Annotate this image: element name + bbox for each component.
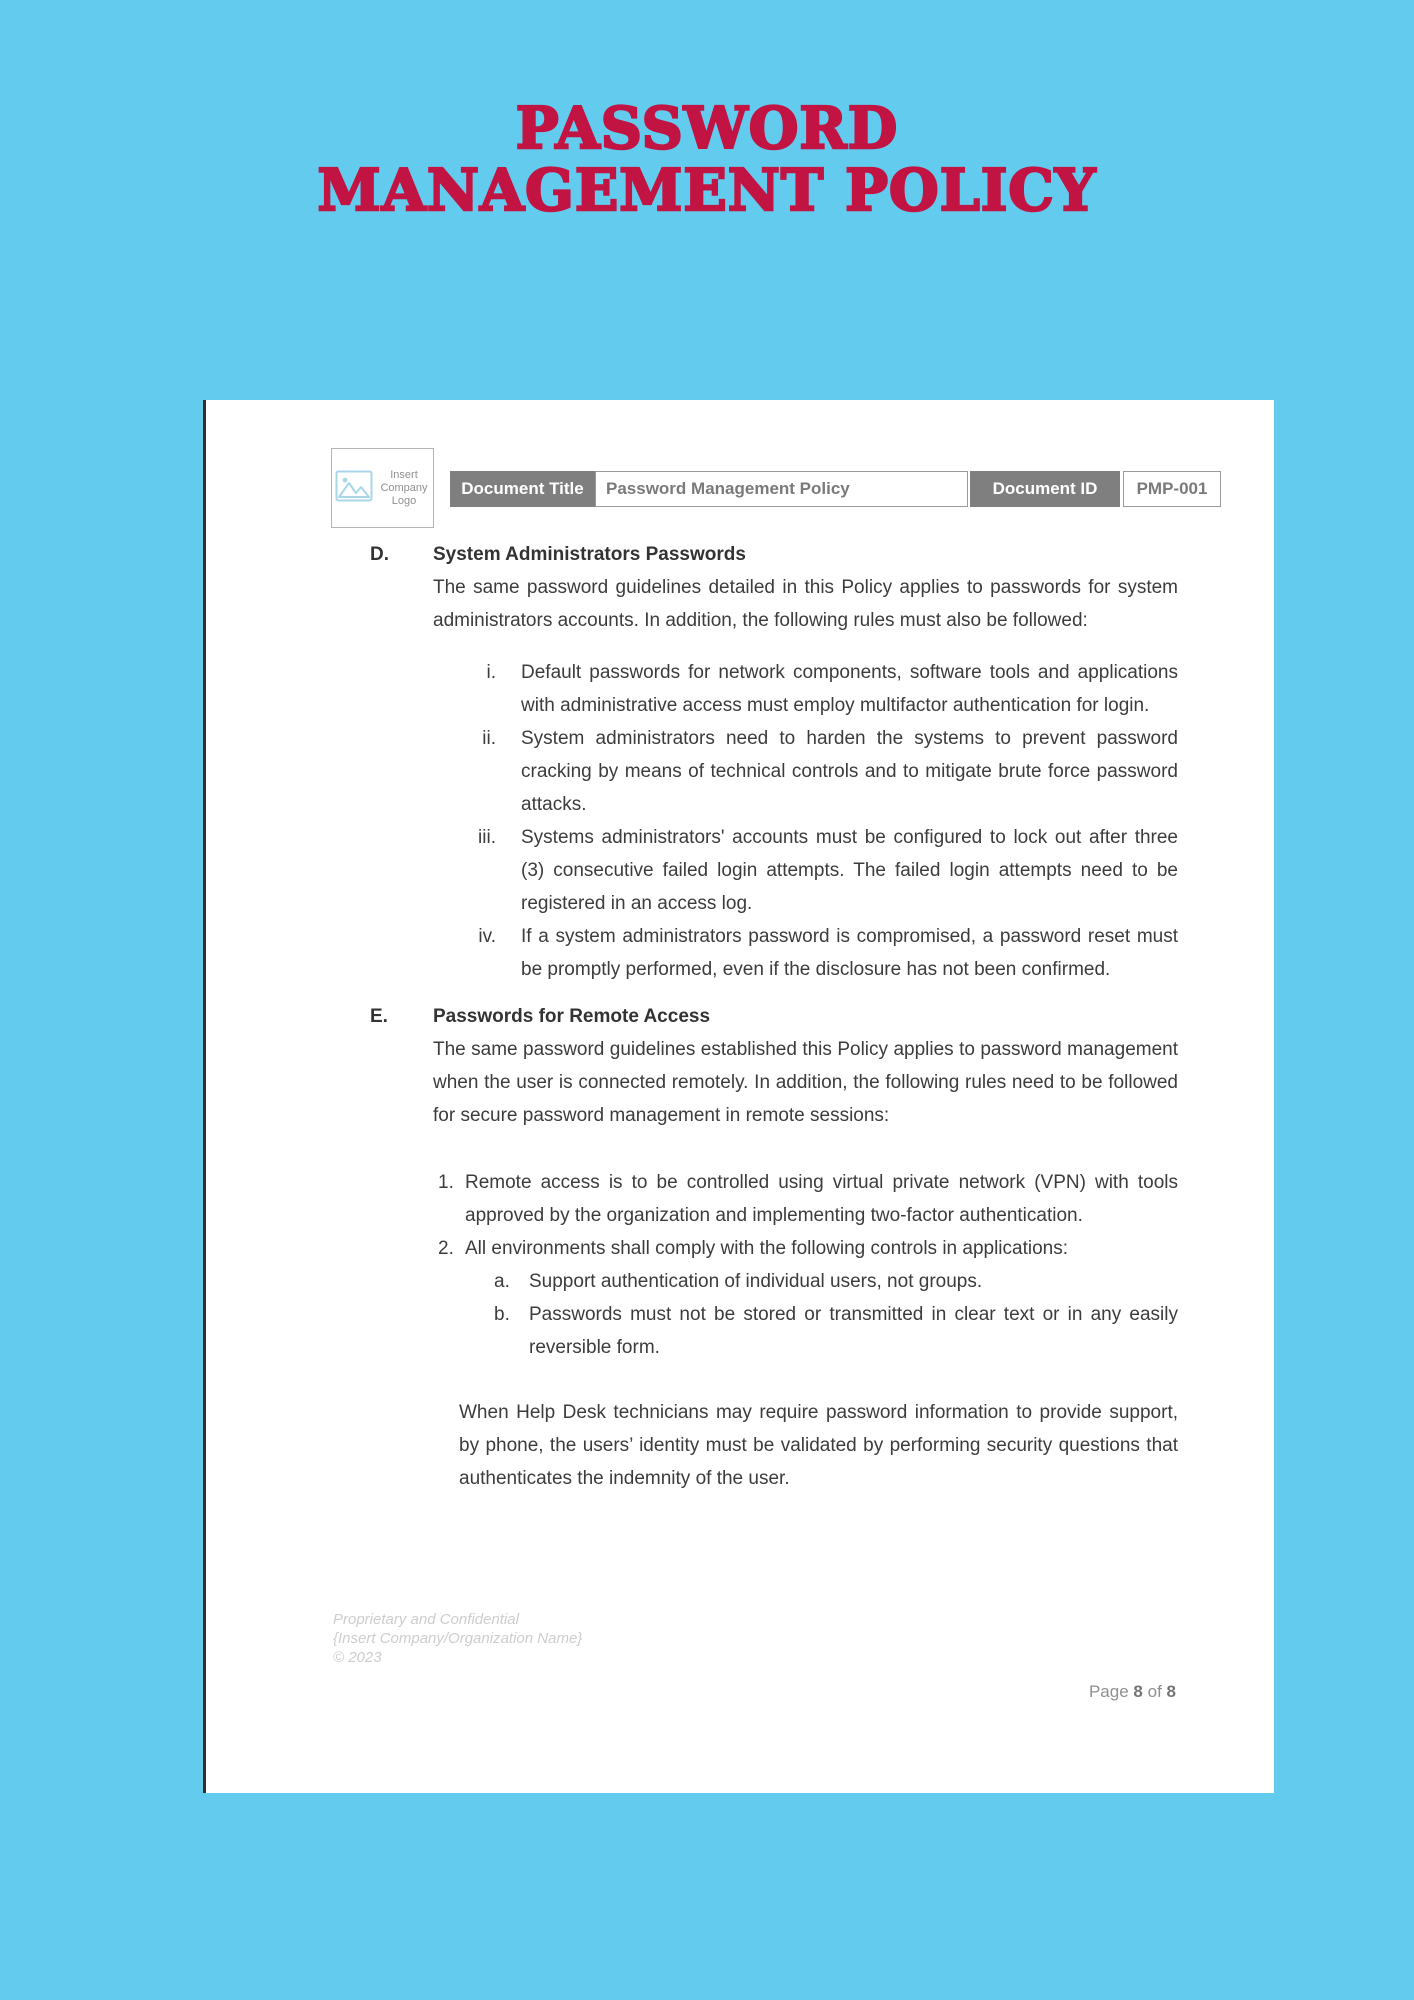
section-d-list	[206, 656, 1178, 986]
list-item-iii	[206, 821, 1178, 920]
list-marker-iv: iv.	[478, 926, 496, 947]
footer-company-placeholder: {Insert Company/Organization Name}	[333, 1630, 583, 1647]
page-number	[926, 1682, 1176, 1702]
section-d-title: System Administrators Passwords	[433, 544, 746, 565]
list-item-1-text: Remote access is to be controlled using virtual private network (VPN) with tools approved by the organization and implementing two-factor authentication.	[465, 1172, 1178, 1226]
section-e-body: The same password guidelines established this Policy applies to password management when the user is connected remotely. In addition, the following rules need to be followed for secure password management in remote sessions:	[433, 1039, 1178, 1126]
footer-copyright: © 2023	[333, 1649, 382, 1666]
document-id-value: PMP-001	[1123, 471, 1221, 507]
section-e-letter: E.	[370, 1006, 388, 1027]
footer-confidential-line: Proprietary and Confidential	[333, 1611, 519, 1628]
list-item-i-text: Default passwords for network components, software tools and applications with administrative access must employ multifactor authentication for login.	[521, 662, 1178, 716]
list-item-iii-text: Systems administrators' accounts must be configured to lock out after three (3) consecutive failed login attempts. The failed login attempts need to be registered in an access log.	[521, 827, 1178, 914]
document-header-bar	[450, 471, 1221, 507]
list-item-a-text: Support authentication of individual users, not groups.	[529, 1271, 983, 1292]
list-item-a	[206, 1265, 1178, 1298]
document-id-label: Document ID	[970, 471, 1120, 507]
list-marker-a: a.	[494, 1271, 510, 1292]
section-e-title: Passwords for Remote Access	[433, 1006, 711, 1027]
list-item-2	[206, 1232, 1178, 1265]
logo-placeholder-label: Insert Company Logo	[380, 468, 428, 507]
list-marker-2: 2.	[438, 1238, 454, 1259]
list-marker-iii: iii.	[478, 827, 496, 848]
closing-paragraph: When Help Desk technicians may require password information to provide support, by phone, the users’ identity must be validated by performing security questions that authenticates the indemnity of the user.	[459, 1402, 1178, 1489]
list-marker-1: 1.	[438, 1172, 454, 1193]
list-marker-b: b.	[494, 1304, 510, 1325]
footer-confidential-block	[333, 1610, 582, 1667]
list-item-i	[206, 656, 1178, 722]
list-item-b	[206, 1298, 1178, 1364]
list-item-ii-text: System administrators need to harden the systems to prevent password cracking by means of technical controls and to mitigate brute force password attacks.	[521, 728, 1178, 815]
page-number-current: 8	[1133, 1682, 1143, 1701]
company-logo-placeholder	[331, 448, 434, 528]
list-item-2-text: All environments shall comply with the following controls in applications:	[465, 1238, 1069, 1259]
page-number-total: 8	[1166, 1682, 1176, 1701]
page-number-prefix: Page	[1088, 1682, 1129, 1701]
list-item-iv-text: If a system administrators password is compromised, a password reset must be promptly performed, even if the disclosure has not been confirmed.	[521, 926, 1178, 980]
document-title-label: Document Title	[450, 471, 595, 507]
page-number-separator: of	[1147, 1682, 1162, 1701]
list-marker-ii: ii.	[482, 728, 496, 749]
document-title-value: Password Management Policy	[595, 471, 968, 507]
list-item-1	[206, 1166, 1178, 1232]
image-placeholder-icon	[335, 470, 373, 507]
list-item-b-text: Passwords must not be stored or transmitted in clear text or in any easily reversible form.	[529, 1304, 1178, 1358]
document-page	[203, 400, 1274, 1793]
page-title: PASSWORD MANAGEMENT POLICY	[317, 95, 1097, 224]
list-item-iv	[206, 920, 1178, 986]
section-d-letter: D.	[370, 544, 389, 565]
list-item-ii	[206, 722, 1178, 821]
section-d-body: The same password guidelines detailed in this Policy applies to passwords for system administrators accounts. In addition, the following rules must also be followed:	[433, 577, 1178, 631]
list-marker-i: i.	[486, 662, 496, 683]
section-e-list	[206, 1166, 1178, 1364]
